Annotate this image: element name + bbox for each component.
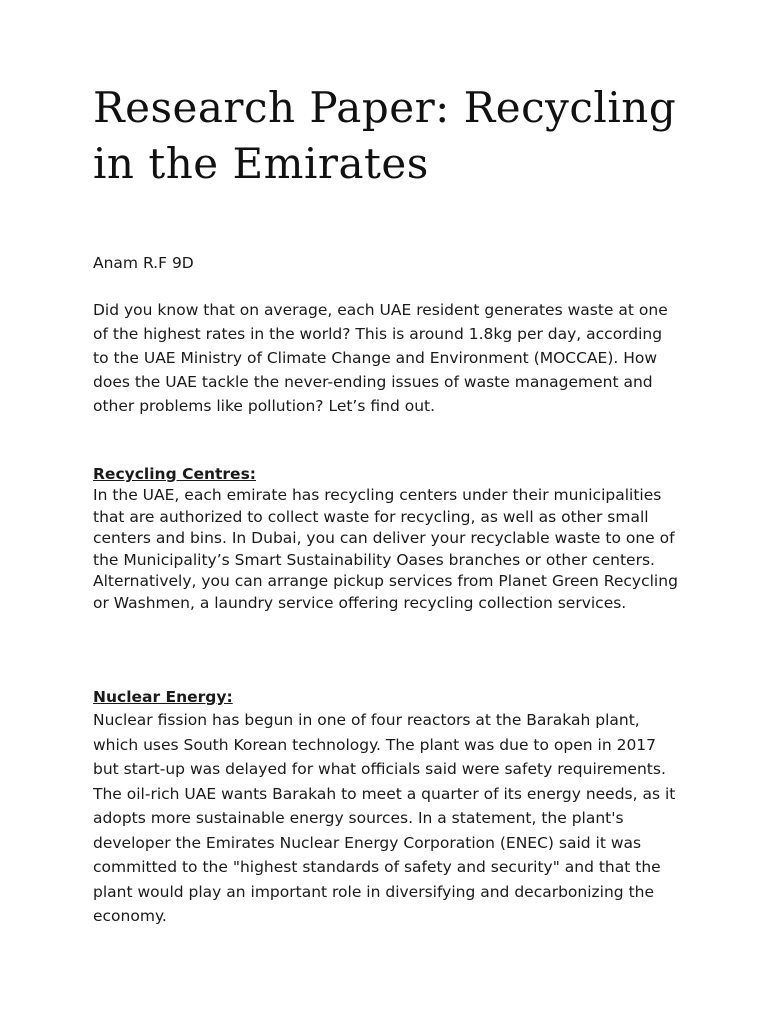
section-body: In the UAE, each emirate has recycling centers under their municipalities that are authorized to collect waste for recycling, as well as other small centers and bins. In Dubai, you can deliver your recyclable waste to one of the Municipality’s Smart Sustainability Oases branches or other centers. Alternatively, you can arrange pickup services from Planet Green Recycling or Washmen, a laundry service offering recycling collection services. — [93, 486, 678, 612]
author-line: Anam R.F 9D — [93, 254, 194, 272]
section-nuclear-energy — [93, 686, 681, 929]
section-heading: Recycling Centres: — [93, 465, 256, 483]
section-heading: Nuclear Energy: — [93, 688, 233, 706]
document-title: Research Paper: Recycling in the Emirates — [93, 83, 677, 188]
section-recycling-centres — [93, 463, 681, 614]
section-body: Nuclear fission has begun in one of four reactors at the Barakah plant, which uses South Korean technology. The plant was due to open in 2017 but start-up was delayed for what officials said were safety requirements. The oil-rich UAE wants Barakah to meet a quarter of its energy needs, as it adopts more sustainable energy sources. In a statement, the plant's developer the Emirates Nuclear Energy Corporation (ENEC) said it was committed to the "highest standards of safety and security" and that the plant would play an important role in diversifying and decarbonizing the economy. — [93, 711, 676, 925]
intro-paragraph: Did you know that on average, each UAE resident generates waste at one of the highest rates in the world? This is around 1.8kg per day, according to the UAE Ministry of Climate Change and Environment (MOCCAE). How does the UAE tackle the never-ending issues of waste management and other problems like pollution? Let’s find out. — [93, 301, 668, 415]
